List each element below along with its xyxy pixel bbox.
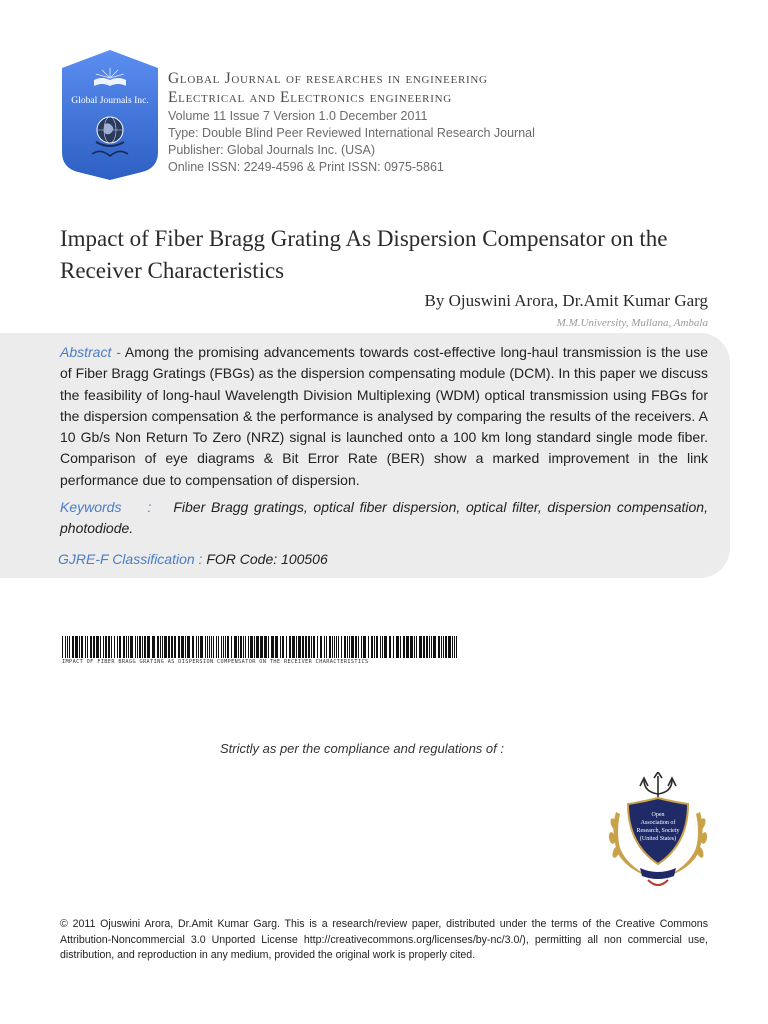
barcode-bar	[414, 636, 415, 658]
barcode-bar	[75, 636, 78, 658]
barcode-bar	[67, 636, 68, 658]
barcode-bar	[456, 636, 457, 658]
barcode-bar	[198, 636, 199, 658]
barcode-bar	[211, 636, 212, 658]
barcode-bar	[139, 636, 141, 658]
barcode-bar	[329, 636, 331, 658]
barcode-bar	[445, 636, 447, 658]
paper-authors: By Ojuswini Arora, Dr.Amit Kumar Garg	[424, 291, 708, 310]
barcode-bar	[225, 636, 226, 658]
barcode-bar	[168, 636, 170, 658]
barcode-bar	[192, 636, 194, 658]
barcode-bar	[256, 636, 259, 658]
barcode-bar	[275, 636, 278, 658]
barcode-bar	[123, 636, 125, 658]
barcode-bar	[128, 636, 129, 658]
global-journals-logo	[62, 50, 158, 180]
barcode-bar	[389, 636, 391, 658]
barcode-bar	[416, 636, 417, 658]
barcode-bar	[196, 636, 197, 658]
barcode-bar	[382, 636, 383, 658]
barcode-bar	[302, 636, 304, 658]
barcode-bar	[438, 636, 440, 658]
volume-info: Volume 11 Issue 7 Version 1.0 December 2011	[168, 109, 428, 123]
barcode-bar	[317, 636, 318, 658]
abstract	[60, 342, 708, 491]
barcode-bar	[207, 636, 208, 658]
barcode-bar	[332, 636, 333, 658]
barcode-bar	[308, 636, 310, 658]
barcode-bar	[209, 636, 210, 658]
barcode-bar	[292, 636, 295, 658]
barcode-bar	[238, 636, 239, 658]
barcode-bar	[419, 636, 422, 658]
barcode-bar	[254, 636, 255, 658]
barcode-bar	[429, 636, 430, 658]
barcode-bar	[324, 636, 325, 658]
barcode-bar	[406, 636, 409, 658]
barcode-bar	[227, 636, 229, 658]
barcode-bar	[181, 636, 184, 658]
barcode-bar	[200, 636, 203, 658]
barcode-bar	[361, 636, 362, 658]
barcode-bar	[152, 636, 155, 658]
barcode-bar	[371, 636, 373, 658]
barcode-bar	[117, 636, 118, 658]
publisher: Publisher: Global Journals Inc. (USA)	[168, 143, 376, 157]
barcode-bar	[137, 636, 138, 658]
barcode-bar	[441, 636, 442, 658]
barcode-bar	[271, 636, 274, 658]
keywords-text: Fiber Bragg gratings, optical fiber dispersion, optical filter, dispersion compensation, photodiode.	[60, 499, 708, 537]
barcode-bar	[400, 636, 401, 658]
barcode-bar	[234, 636, 237, 658]
barcode-bar	[62, 636, 63, 658]
classification	[58, 551, 328, 567]
classification-value: FOR Code: 100506	[206, 551, 328, 567]
keywords	[60, 497, 708, 540]
barcode-bar	[126, 636, 127, 658]
barcode-bar	[305, 636, 307, 658]
barcode-bar	[410, 636, 413, 658]
barcode-bar	[178, 636, 180, 658]
barcode	[62, 636, 458, 658]
barcode-bar	[119, 636, 121, 658]
barcode-bar	[221, 636, 222, 658]
barcode-bar	[403, 636, 405, 658]
barcode-bar	[320, 636, 322, 658]
oars-seal	[604, 772, 712, 890]
barcode-bar	[368, 636, 369, 658]
barcode-caption: IMPACT OF FIBER BRAGG GRATING AS DISPERSION COMPENSATOR ON THE RECEIVER CHARACTERISTICS	[62, 659, 369, 665]
barcode-bar	[240, 636, 242, 658]
barcode-bar	[376, 636, 378, 658]
barcode-bar	[336, 636, 337, 658]
barcode-bar	[393, 636, 394, 658]
barcode-bar	[326, 636, 327, 658]
barcode-bar	[171, 636, 173, 658]
barcode-bar	[111, 636, 112, 658]
barcode-bar	[296, 636, 297, 658]
barcode-bar	[431, 636, 432, 658]
barcode-bar	[100, 636, 101, 658]
seal-line4: (United States)	[639, 836, 677, 842]
barcode-bar	[426, 636, 428, 658]
barcode-bar	[69, 636, 70, 658]
barcode-bar	[85, 636, 86, 658]
barcode-bar	[351, 636, 354, 658]
barcode-bar	[443, 636, 444, 658]
journal-type: Type: Double Blind Peer Reviewed International Research Journal	[168, 126, 535, 140]
barcode-bar	[363, 636, 366, 658]
barcode-bar	[72, 636, 74, 658]
barcode-bar	[90, 636, 92, 658]
barcode-bar	[108, 636, 110, 658]
barcode-bar	[81, 636, 83, 658]
barcode-bar	[298, 636, 301, 658]
barcode-bar	[347, 636, 348, 658]
barcode-bar	[380, 636, 381, 658]
barcode-bar	[157, 636, 159, 658]
barcode-bar	[130, 636, 133, 658]
barcode-bar	[147, 636, 150, 658]
abstract-label: Abstract -	[60, 344, 121, 360]
keywords-label: Keywords	[60, 499, 122, 515]
barcode-bar	[355, 636, 357, 658]
barcode-bar	[79, 636, 80, 658]
barcode-bar	[160, 636, 161, 658]
barcode-bar	[144, 636, 146, 658]
barcode-bar	[311, 636, 312, 658]
barcode-bar	[289, 636, 291, 658]
barcode-bar	[264, 636, 267, 658]
author-affiliation: M.M.University, Mullana, Ambala	[556, 317, 708, 329]
barcode-bar	[205, 636, 206, 658]
barcode-bar	[162, 636, 163, 658]
barcode-bar	[286, 636, 287, 658]
barcode-bar	[313, 636, 315, 658]
barcode-bar	[213, 636, 214, 658]
paper-title: Impact of Fiber Bragg Grating As Dispersion Compensator on the Receiver Characteristics	[60, 226, 668, 283]
barcode-bar	[248, 636, 249, 658]
barcode-bar	[280, 636, 281, 658]
classification-label: GJRE-F Classification :	[58, 551, 203, 567]
issn: Online ISSN: 2249-4596 & Print ISSN: 0975-5861	[168, 160, 444, 174]
barcode-bar	[142, 636, 143, 658]
barcode-bar	[374, 636, 375, 658]
barcode-bar	[65, 636, 66, 658]
barcode-bar	[433, 636, 436, 658]
barcode-bar	[135, 636, 136, 658]
barcode-bar	[187, 636, 190, 658]
barcode-bar	[448, 636, 451, 658]
barcode-bar	[87, 636, 88, 658]
journal-name-line1: Global Journal of researches in engineering	[168, 70, 488, 87]
barcode-bar	[103, 636, 104, 658]
barcode-bar	[174, 636, 176, 658]
license-footer: © 2011 Ojuswini Arora, Dr.Amit Kumar Garg. This is a research/review paper, distributed under the terms of the Creative Commons Attribution-Noncommercial 3.0 Unported License http://creativecommons.org/licenses/by-nc/3.0/), permitting all non commercial use, distribution, and reproduction in any medium, provided the original work is properly cited.	[60, 918, 708, 961]
barcode-bar	[164, 636, 167, 658]
logo-text: Global Journals Inc.	[71, 95, 149, 106]
compliance-note: Strictly as per the compliance and regulations of :	[220, 741, 504, 756]
barcode-bar	[243, 636, 244, 658]
barcode-bar	[268, 636, 269, 658]
seal-line2: Association of	[640, 820, 676, 826]
barcode-bar	[338, 636, 339, 658]
barcode-bar	[250, 636, 253, 658]
barcode-bar	[349, 636, 350, 658]
barcode-bar	[341, 636, 342, 658]
barcode-bar	[260, 636, 263, 658]
barcode-bar	[334, 636, 335, 658]
barcode-bar	[93, 636, 95, 658]
barcode-bar	[216, 636, 217, 658]
seal-line3: Research, Society	[636, 828, 680, 834]
barcode-bar	[245, 636, 246, 658]
barcode-bar	[396, 636, 399, 658]
barcode-bar	[223, 636, 224, 658]
abstract-text: Among the promising advancements towards cost-effective long-haul transmission is the use of Fiber Bragg Gratings (FBGs) as the dispersion compensating module (DCM). In this paper we discuss the feasibility of long-haul Wavelength Division Multiplexing (WDM) optical transmission using FBGs for the dispersion compensation & the performance is analysed by comparing the results of the receivers. A 10 Gb/s Non Return To Zero (NRZ) signal is launched onto a 100 km long standard single mode fiber. Comparison of eye diagrams & Bit Error Rate (BER) show a marked improvement in the link performance due to compensation of dispersion.	[60, 344, 709, 488]
barcode-bar	[96, 636, 99, 658]
barcode-bar	[231, 636, 232, 658]
barcode-bar	[384, 636, 387, 658]
barcode-bar	[454, 636, 455, 658]
barcode-bar	[282, 636, 284, 658]
barcode-bar	[452, 636, 453, 658]
journal-name-line2: Electrical and Electronics engineering	[168, 89, 452, 106]
keywords-separator: :	[147, 499, 152, 515]
barcode-bar	[218, 636, 219, 658]
barcode-bar	[358, 636, 359, 658]
seal-line1: Open	[651, 812, 665, 818]
barcode-bar	[185, 636, 186, 658]
barcode-bar	[423, 636, 425, 658]
barcode-bar	[105, 636, 107, 658]
barcode-bar	[114, 636, 115, 658]
barcode-bar	[344, 636, 346, 658]
